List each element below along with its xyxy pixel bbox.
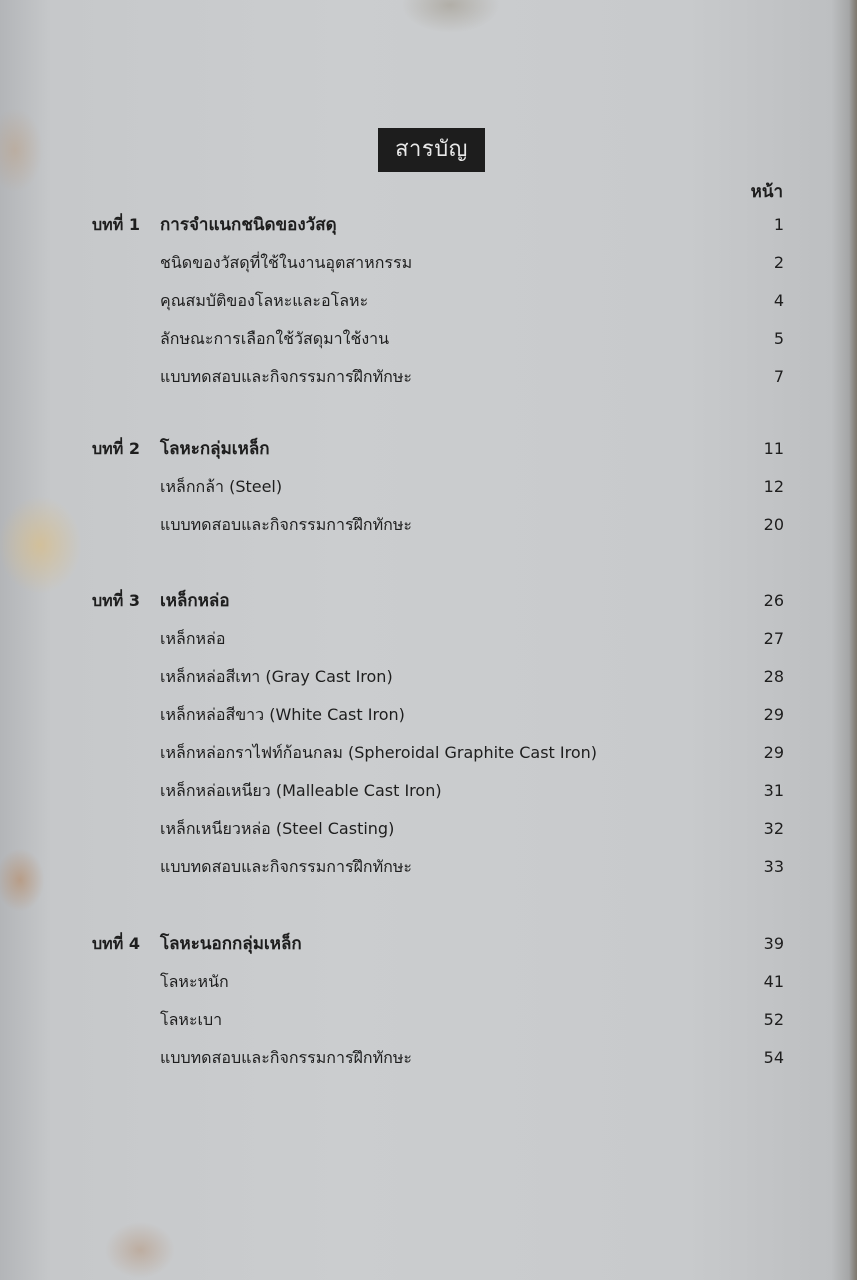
page-number: 29	[763, 705, 784, 724]
entry-title: โลหะเบา	[160, 1010, 223, 1029]
chapter-heading[interactable]	[92, 582, 784, 620]
chapter-2-section	[92, 430, 784, 544]
toc-entry[interactable]	[92, 620, 784, 658]
entry-title: แบบทดสอบและกิจกรรมการฝึกทักษะ	[160, 857, 412, 876]
entry-title: แบบทดสอบและกิจกรรมการฝึกทักษะ	[160, 367, 412, 386]
toc-entry[interactable]	[92, 244, 784, 282]
toc-entry[interactable]	[92, 358, 784, 396]
chapter-title: โลหะกลุ่มเหล็ก	[160, 439, 270, 459]
entry-title: ลักษณะการเลือกใช้วัสดุมาใช้งาน	[160, 329, 390, 348]
entry-title: เหล็กกล้า (Steel)	[160, 477, 283, 496]
page-number: 7	[773, 367, 784, 386]
chapter-title: การจำแนกชนิดของวัสดุ	[160, 215, 337, 235]
entry-title: เหล็กเหนียวหล่อ (Steel Casting)	[160, 819, 395, 838]
toc-entry[interactable]	[92, 1001, 784, 1039]
toc-entry[interactable]	[92, 468, 784, 506]
chapter-heading[interactable]	[92, 430, 784, 468]
entry-title: แบบทดสอบและกิจกรรมการฝึกทักษะ	[160, 515, 412, 534]
entry-title: เหล็กหล่อเหนียว (Malleable Cast Iron)	[160, 781, 442, 800]
toc-entry[interactable]	[92, 658, 784, 696]
chapter-3-section	[92, 582, 784, 886]
toc-entry[interactable]	[92, 810, 784, 848]
chapter-title: โลหะนอกกลุ่มเหล็ก	[160, 934, 302, 954]
entry-title: คุณสมบัติของโลหะและอโลหะ	[160, 291, 369, 310]
chapter-1-section	[92, 206, 784, 396]
toc-entry[interactable]	[92, 506, 784, 544]
chapter-number: บทที่ 2	[92, 439, 140, 458]
entry-title: โลหะหนัก	[160, 972, 229, 991]
page-number: 27	[763, 629, 784, 648]
toc-entry[interactable]	[92, 772, 784, 810]
page-number: 33	[763, 857, 784, 876]
page-number: 4	[773, 291, 784, 310]
toc-entry[interactable]	[92, 848, 784, 886]
toc-entry[interactable]	[92, 963, 784, 1001]
toc-entry[interactable]	[92, 734, 784, 772]
toc-entry[interactable]	[92, 282, 784, 320]
chapter-heading[interactable]	[92, 206, 784, 244]
page-edge-shadow	[849, 0, 857, 1280]
page-number: 54	[763, 1048, 784, 1067]
page-number: 31	[763, 781, 784, 800]
entry-title: ชนิดของวัสดุที่ใช้ในงานอุตสาหกรรม	[160, 253, 413, 272]
toc-entry[interactable]	[92, 696, 784, 734]
entry-title: เหล็กหล่อ	[160, 629, 226, 648]
toc-title: สารบัญ	[378, 128, 485, 172]
chapter-title: เหล็กหล่อ	[160, 591, 230, 611]
page-number: 11	[763, 439, 784, 458]
page-number: 29	[763, 743, 784, 762]
chapter-number: บทที่ 3	[92, 591, 140, 610]
toc-entry[interactable]	[92, 320, 784, 358]
entry-title: เหล็กหล่อสีขาว (White Cast Iron)	[160, 705, 405, 724]
page-number: 28	[763, 667, 784, 686]
chapter-number: บทที่ 4	[92, 934, 140, 953]
page-number: 32	[763, 819, 784, 838]
page-number: 12	[763, 477, 784, 496]
page-number: 20	[763, 515, 784, 534]
entry-title: แบบทดสอบและกิจกรรมการฝึกทักษะ	[160, 1048, 412, 1067]
page-number: 41	[763, 972, 784, 991]
page-number: 5	[773, 329, 784, 348]
page-column-label: หน้า	[750, 182, 783, 202]
page-number: 39	[763, 934, 784, 953]
page-number: 26	[763, 591, 784, 610]
chapter-number: บทที่ 1	[92, 215, 140, 234]
page-number: 52	[763, 1010, 784, 1029]
page-number: 2	[773, 253, 784, 272]
chapter-heading[interactable]	[92, 925, 784, 963]
entry-title: เหล็กหล่อกราไฟท์ก้อนกลม (Spheroidal Graphite Cast Iron)	[160, 743, 598, 762]
chapter-4-section	[92, 925, 784, 1077]
toc-entry[interactable]	[92, 1039, 784, 1077]
page-number: 1	[773, 215, 784, 234]
entry-title: เหล็กหล่อสีเทา (Gray Cast Iron)	[160, 667, 393, 686]
